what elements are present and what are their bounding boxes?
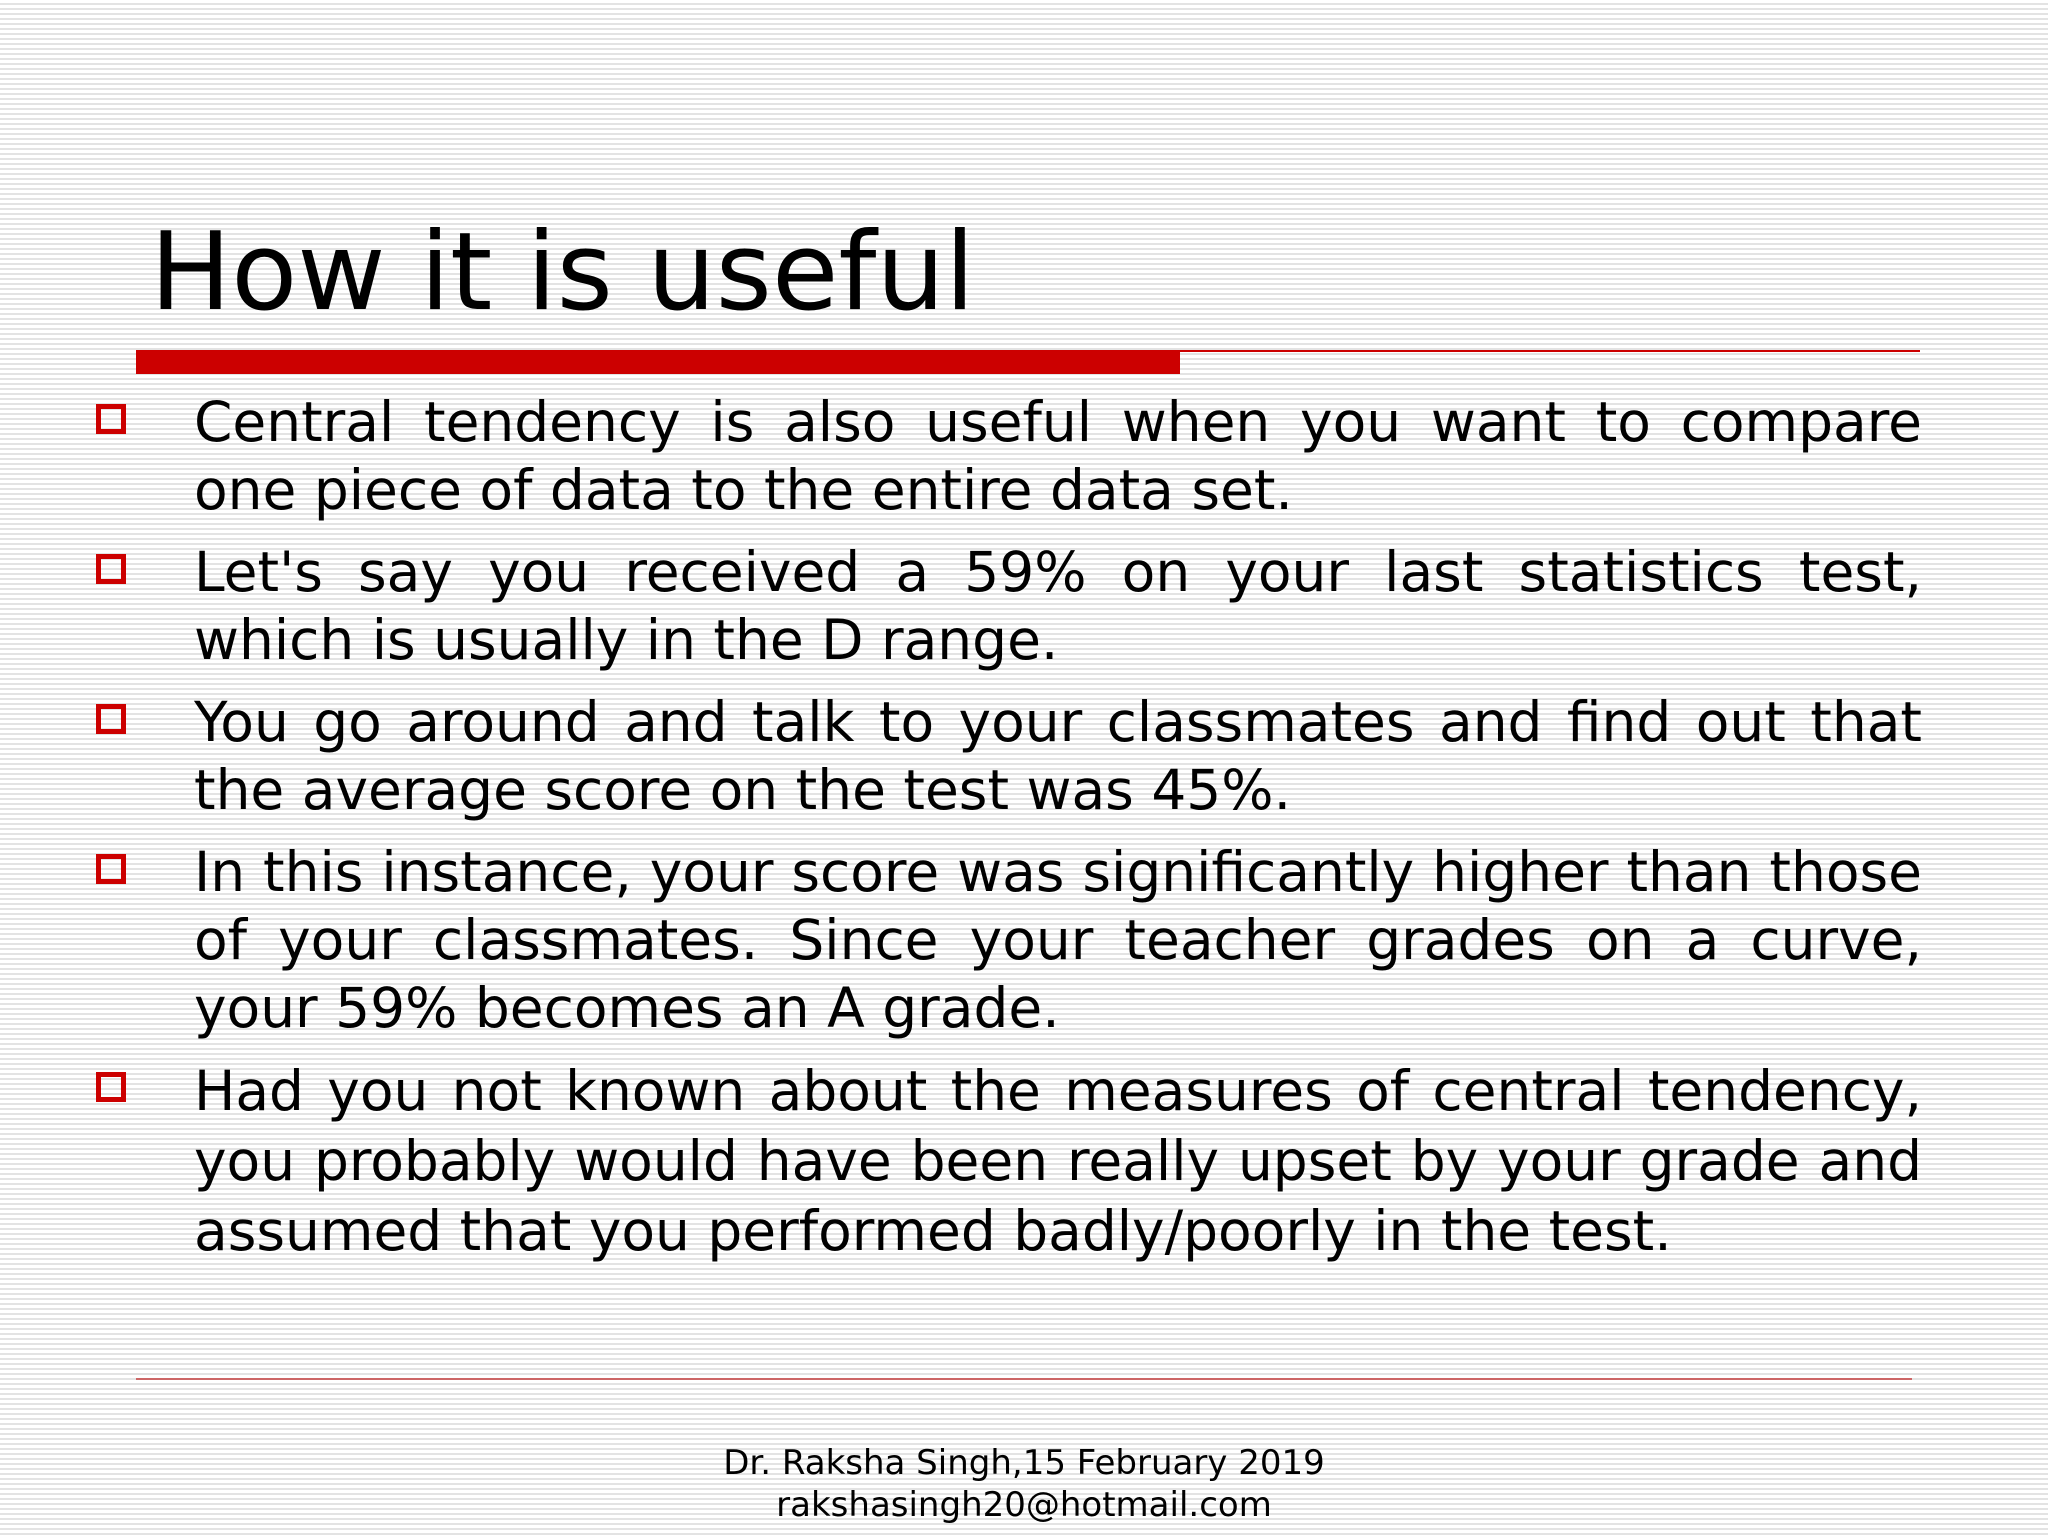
footer-author-date: Dr. Raksha Singh,15 February 2019 bbox=[723, 1443, 1325, 1483]
hollow-square-icon bbox=[96, 854, 126, 884]
title-underline-thin bbox=[1180, 350, 1920, 352]
footer-divider bbox=[136, 1378, 1912, 1380]
footer-email: rakshasingh20@hotmail.com bbox=[776, 1485, 1272, 1525]
footer bbox=[0, 1442, 2048, 1526]
hollow-square-icon bbox=[96, 704, 126, 734]
bullet-text: In this instance, your score was significantly higher than those of your classmates. Since your teacher grades on a curve, your 59% becomes an A grade. bbox=[194, 840, 1922, 1040]
bullet-text: Let's say you received a 59% on your last statistics test, which is usually in the D range. bbox=[194, 540, 1922, 672]
bullet-list bbox=[0, 388, 2048, 1280]
title-underline-thick bbox=[136, 350, 1180, 374]
bullet-text: You go around and talk to your classmates and find out that the average score on the test was 45%. bbox=[194, 690, 1922, 822]
bullet-item bbox=[0, 688, 1922, 824]
bullet-item bbox=[0, 838, 1922, 1042]
bullet-text: Central tendency is also useful when you want to compare one piece of data to the entire data set. bbox=[194, 390, 1922, 522]
hollow-square-icon bbox=[96, 404, 126, 434]
bullet-item bbox=[0, 1056, 1922, 1266]
hollow-square-icon bbox=[96, 554, 126, 584]
slide-title: How it is useful bbox=[150, 210, 975, 335]
bullet-item bbox=[0, 538, 1922, 674]
bullet-item bbox=[0, 388, 1922, 524]
bullet-text: Had you not known about the measures of central tendency, you probably would have been really upset by your grade and assumed that you performed badly/poorly in the test. bbox=[194, 1059, 1922, 1263]
hollow-square-icon bbox=[96, 1072, 126, 1102]
